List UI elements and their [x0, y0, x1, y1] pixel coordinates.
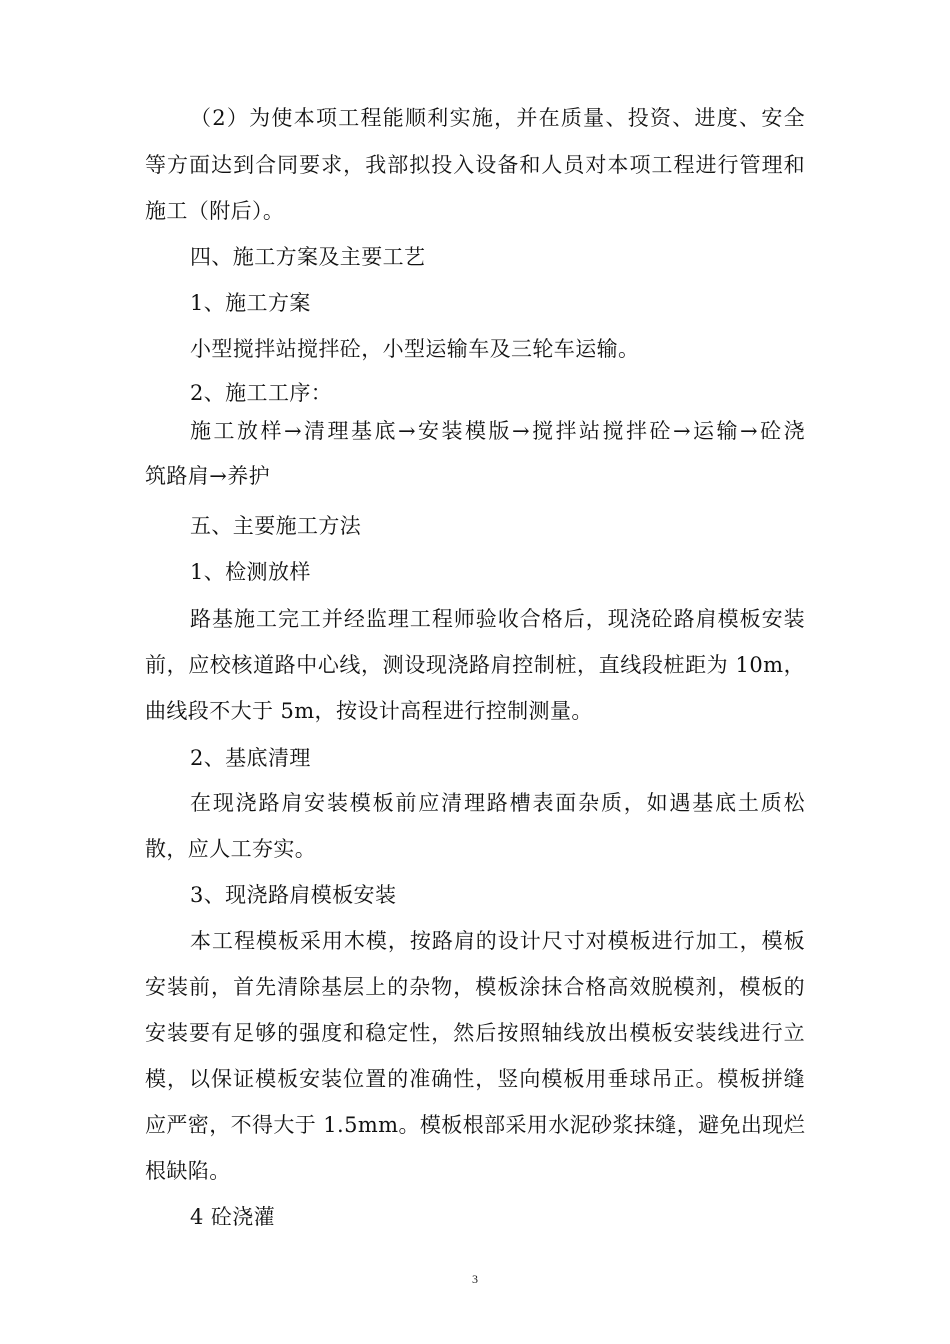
- paragraph-line: 小型搅拌站搅拌砼，小型运输车及三轮车运输。: [190, 337, 640, 361]
- paragraph-line: 路基施工完工并经监理工程师验收合格后，现浇砼路肩模板安装: [190, 607, 805, 631]
- paragraph-line: 前，应校核道路中心线，测设现浇路肩控制桩，直线段桩距为 10m，: [145, 653, 805, 677]
- paragraph-line: 模，以保证模板安装位置的准确性，竖向模板用垂球吊正。模板拼缝: [145, 1067, 805, 1091]
- subsection-heading: 2、基底清理: [190, 746, 311, 770]
- paragraph-line: （2）为使本项工程能顺利实施，并在质量、投资、进度、安全: [190, 106, 805, 130]
- paragraph-line: 本工程模板采用木模，按路肩的设计尺寸对模板进行加工，模板: [190, 929, 805, 953]
- paragraph-line: 散，应人工夯实。: [145, 837, 317, 861]
- paragraph-line: 安装要有足够的强度和稳定性，然后按照轴线放出模板安装线进行立: [145, 1021, 805, 1045]
- subsection-heading: 1、施工方案: [190, 291, 311, 315]
- paragraph-line: 施工（附后）。: [145, 199, 285, 223]
- paragraph-line: 在现浇路肩安装模板前应清理路槽表面杂质，如遇基底土质松: [190, 791, 805, 815]
- paragraph-line: 筑路肩→养护: [145, 464, 270, 488]
- subsection-heading: 3、现浇路肩模板安装: [190, 883, 397, 907]
- paragraph-line: 曲线段不大于 5m，按设计高程进行控制测量。: [145, 699, 593, 723]
- page-number: 3: [472, 1272, 478, 1286]
- section-heading: 五、主要施工方法: [190, 514, 362, 538]
- paragraph-line: 根缺陷。: [145, 1159, 231, 1183]
- subsection-heading: 2、施工工序：: [190, 381, 333, 405]
- subsection-heading: 1、检测放样: [190, 560, 311, 584]
- paragraph-line: 等方面达到合同要求，我部拟投入设备和人员对本项工程进行管理和: [145, 153, 805, 177]
- section-heading: 四、施工方案及主要工艺: [190, 245, 426, 269]
- paragraph-line: 安装前，首先清除基层上的杂物，模板涂抹合格高效脱模剂，模板的: [145, 975, 805, 999]
- paragraph-line: 应严密，不得大于 1.5mm。模板根部采用水泥砂浆抹缝，避免出现烂: [145, 1113, 806, 1137]
- paragraph-line: 施工放样→清理基底→安装模版→搅拌站搅拌砼→运输→砼浇: [190, 419, 805, 443]
- subsection-heading: 4 砼浇灌: [190, 1205, 276, 1229]
